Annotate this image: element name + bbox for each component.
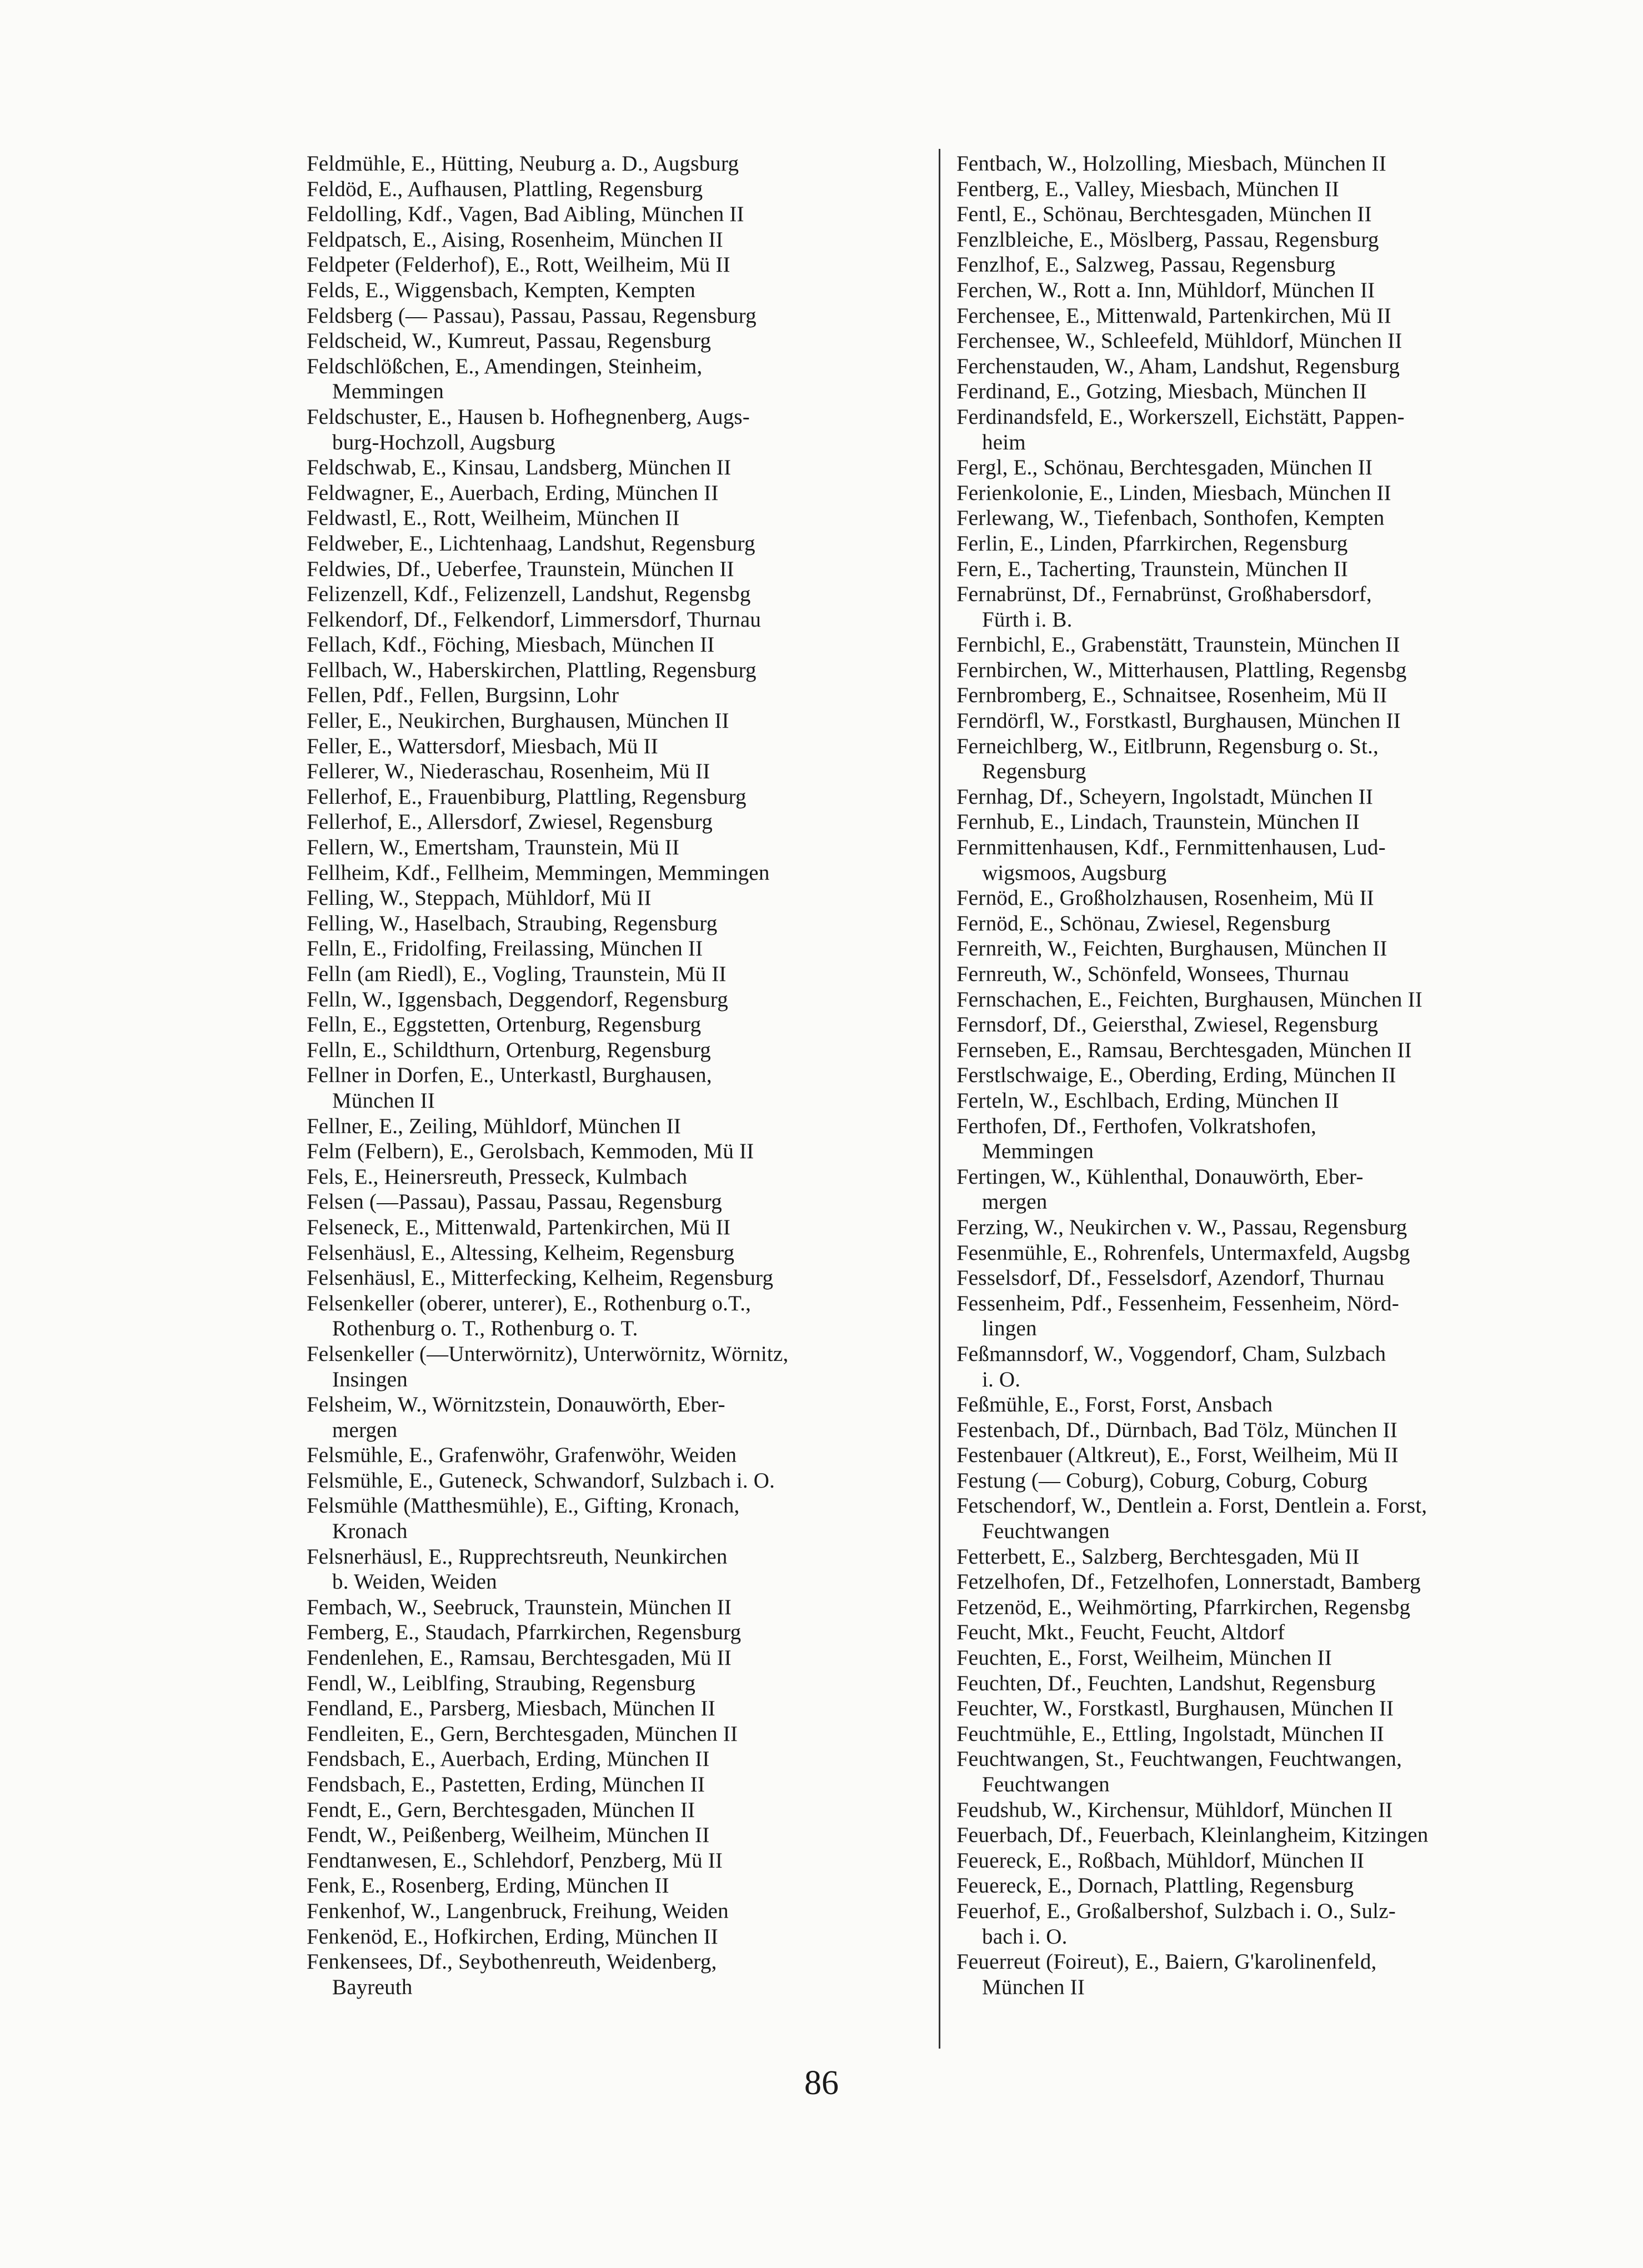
- gazetteer-entry: Fetterbett, E., Salzberg, Berchtesgaden, Mü II: [956, 1544, 1360, 1569]
- gazetteer-entry: Felling, W., Steppach, Mühldorf, Mü II: [307, 886, 652, 910]
- gazetteer-entry: Fellbach, W., Haberskirchen, Plattling, Regensburg: [307, 658, 757, 682]
- gazetteer-entry: Feuchtmühle, E., Ettling, Ingolstadt, München II: [956, 1721, 1384, 1746]
- gazetteer-entry: Feldschwab, E., Kinsau, Landsberg, München II: [307, 455, 732, 480]
- gazetteer-entry: Fentbach, W., Holzolling, Miesbach, München II: [956, 152, 1386, 176]
- gazetteer-entry: Fernbromberg, E., Schnaitsee, Rosenheim, Mü II: [956, 683, 1387, 708]
- gazetteer-entry: Fernabrünst, Df., Fernabrünst, Großhabersdorf,: [956, 582, 1372, 607]
- gazetteer-entry: Ferlewang, W., Tiefenbach, Sonthofen, Kempten: [956, 506, 1385, 530]
- gazetteer-entry: Fernbirchen, W., Mitterhausen, Plattling, Regensbg: [956, 658, 1407, 682]
- gazetteer-entry: Feller, E., Wattersdorf, Miesbach, Mü II: [307, 734, 658, 758]
- entry-continuation-line: Kronach: [332, 1519, 408, 1544]
- entry-continuation-line: Fürth i. B.: [982, 607, 1073, 632]
- gazetteer-entry: Felsenhäusl, E., Mitterfecking, Kelheim, Regensburg: [307, 1266, 774, 1290]
- entry-continuation-line: Regensburg: [982, 759, 1086, 784]
- gazetteer-entry: Fesenmühle, E., Rohrenfels, Untermaxfeld, Augsbg: [956, 1240, 1410, 1265]
- gazetteer-entry: Felsen (—Passau), Passau, Passau, Regensburg: [307, 1190, 722, 1214]
- gazetteer-entry: Fenzlbleiche, E., Möslberg, Passau, Regensburg: [956, 227, 1379, 252]
- gazetteer-entry: Fendsbach, E., Pastetten, Erding, München II: [307, 1773, 705, 1796]
- gazetteer-entry: Feldmühle, E., Hütting, Neuburg a. D., Augsburg: [307, 152, 739, 176]
- gazetteer-entry: Fernhag, Df., Scheyern, Ingolstadt, München II: [956, 784, 1374, 809]
- entry-continuation-line: lingen: [982, 1316, 1037, 1341]
- gazetteer-entry: Feuerreut (Foireut), E., Baiern, G'karolinenfeld,: [956, 1950, 1377, 1974]
- gazetteer-entry: Ferthofen, Df., Ferthofen, Volkratshofen,: [956, 1114, 1316, 1138]
- gazetteer-entry: Feldpeter (Felderhof), E., Rott, Weilheim, Mü II: [307, 253, 730, 277]
- gazetteer-entry: Fetzelhofen, Df., Fetzelhofen, Lonnerstadt, Bamberg: [956, 1570, 1421, 1594]
- gazetteer-entry: Felsmühle, E., Guteneck, Schwandorf, Sulzbach i. O.: [307, 1468, 775, 1493]
- gazetteer-entry: Feßmühle, E., Forst, Forst, Ansbach: [956, 1393, 1273, 1417]
- gazetteer-entry: Feuerbach, Df., Feuerbach, Kleinlangheim, Kitzingen: [956, 1823, 1429, 1848]
- gazetteer-entry: Fellner in Dorfen, E., Unterkastl, Burghausen,: [307, 1063, 712, 1088]
- gazetteer-entry: Fessenheim, Pdf., Fessenheim, Fessenheim, Nörd-: [956, 1291, 1399, 1315]
- gazetteer-entry: Fellern, W., Emertsham, Traunstein, Mü II: [307, 835, 680, 860]
- gazetteer-entry: Fesselsdorf, Df., Fesselsdorf, Azendorf, Thurnau: [956, 1266, 1385, 1290]
- gazetteer-entry: Feuerhof, E., Großalbershof, Sulzbach i. O., Sulz-: [956, 1899, 1396, 1923]
- gazetteer-entry: Fetschendorf, W., Dentlein a. Forst, Dentlein a. Forst,: [956, 1494, 1427, 1518]
- entry-continuation-line: b. Weiden, Weiden: [332, 1570, 497, 1594]
- gazetteer-entry: Feuereck, E., Roßbach, Mühldorf, München II: [956, 1848, 1365, 1873]
- gazetteer-entry: Felln, W., Iggensbach, Deggendorf, Regensburg: [307, 987, 728, 1012]
- gazetteer-entry: Ferienkolonie, E., Linden, Miesbach, München II: [956, 480, 1391, 505]
- gazetteer-entry: Felsenhäusl, E., Altessing, Kelheim, Regensburg: [307, 1240, 735, 1265]
- gazetteer-entry: Feldolling, Kdf., Vagen, Bad Aibling, München II: [307, 202, 744, 227]
- right-column: [956, 151, 1601, 2000]
- gazetteer-entry: Felsenkeller (—Unterwörnitz), Unterwörnitz, Wörnitz,: [307, 1341, 789, 1366]
- gazetteer-entry: Feldwies, Df., Ueberfee, Traunstein, München II: [307, 557, 734, 581]
- gazetteer-entry: Ferstlschwaige, E., Oberding, Erding, München II: [956, 1063, 1396, 1088]
- gazetteer-entry: Felsenkeller (oberer, unterer), E., Rothenburg o.T.,: [307, 1291, 752, 1315]
- gazetteer-entry: Feller, E., Neukirchen, Burghausen, München II: [307, 709, 729, 733]
- gazetteer-entry: Festenbauer (Altkreut), E., Forst, Weilheim, Mü II: [956, 1443, 1399, 1468]
- gazetteer-entry: Feldwagner, E., Auerbach, Erding, München II: [307, 480, 719, 505]
- gazetteer-entry: Felln, E., Fridolfing, Freilassing, München II: [307, 937, 703, 961]
- gazetteer-entry: Feudshub, W., Kirchensur, Mühldorf, München II: [956, 1798, 1393, 1822]
- gazetteer-entry: Femberg, E., Staudach, Pfarrkirchen, Regensburg: [307, 1620, 742, 1645]
- gazetteer-entry: Fellerer, W., Niederaschau, Rosenheim, Mü II: [307, 759, 710, 784]
- gazetteer-entry: Ferchensee, W., Schleefeld, Mühldorf, München II: [956, 329, 1402, 353]
- gazetteer-entry: Fentberg, E., Valley, Miesbach, München II: [956, 177, 1339, 201]
- gazetteer-entry: Felm (Felbern), E., Gerolsbach, Kemmoden, Mü II: [307, 1139, 754, 1164]
- gazetteer-entry: Fellerhof, E., Allersdorf, Zwiesel, Regensburg: [307, 810, 713, 834]
- gazetteer-entry: Felling, W., Haselbach, Straubing, Regensburg: [307, 911, 718, 935]
- gazetteer-entry: Fendleiten, E., Gern, Berchtesgaden, München II: [307, 1721, 738, 1746]
- gazetteer-entry: Feuereck, E., Dornach, Plattling, Regensburg: [956, 1874, 1354, 1898]
- gazetteer-entry: Fernreith, W., Feichten, Burghausen, München II: [956, 937, 1387, 961]
- gazetteer-entry: Fergl, E., Schönau, Berchtesgaden, München II: [956, 455, 1373, 480]
- gazetteer-entry: Fenkensees, Df., Seybothenreuth, Weidenberg,: [307, 1950, 717, 1974]
- gazetteer-entry: Fellerhof, E., Frauenbiburg, Plattling, Regensburg: [307, 784, 747, 809]
- gazetteer-entry: Fernmittenhausen, Kdf., Fernmittenhausen, Lud-: [956, 835, 1386, 860]
- gazetteer-entry: Fenzlhof, E., Salzweg, Passau, Regensburg: [956, 253, 1336, 277]
- gazetteer-entry: Fels, E., Heinersreuth, Presseck, Kulmbach: [307, 1164, 688, 1189]
- gazetteer-entry: Fendtanwesen, E., Schlehdorf, Penzberg, Mü II: [307, 1848, 723, 1873]
- gazetteer-entry: Felseneck, E., Mittenwald, Partenkirchen, Mü II: [307, 1215, 731, 1239]
- gazetteer-entry: Feldscheid, W., Kumreut, Passau, Regensburg: [307, 329, 712, 353]
- gazetteer-entry: Fernsdorf, Df., Geiersthal, Zwiesel, Regensburg: [956, 1013, 1379, 1037]
- gazetteer-entry: Felkendorf, Df., Felkendorf, Limmersdorf, Thurnau: [307, 607, 762, 632]
- gazetteer-entry: Fendland, E., Parsberg, Miesbach, München II: [307, 1696, 715, 1721]
- entry-continuation-line: Feuchtwangen: [982, 1519, 1110, 1544]
- gazetteer-entry: Felln (am Riedl), E., Vogling, Traunstein, Mü II: [307, 962, 727, 986]
- gazetteer-entry: Feßmannsdorf, W., Voggendorf, Cham, Sulzbach: [956, 1341, 1386, 1366]
- gazetteer-entry: Feldschuster, E., Hausen b. Hofhegnenberg, Augs-: [307, 404, 750, 429]
- gazetteer-entry: Fertingen, W., Kühlenthal, Donauwörth, Eber-: [956, 1164, 1364, 1189]
- gazetteer-entry: Feldweber, E., Lichtenhaag, Landshut, Regensburg: [307, 531, 755, 555]
- gazetteer-entry: Fellen, Pdf., Fellen, Burgsinn, Lohr: [307, 683, 619, 708]
- gazetteer-entry: Fellheim, Kdf., Fellheim, Memmingen, Memmingen: [307, 860, 770, 885]
- gazetteer-entry: Feldschlößchen, E., Amendingen, Steinheim,: [307, 354, 703, 378]
- entry-continuation-line: Bayreuth: [332, 1975, 413, 1999]
- entry-continuation-line: wigsmoos, Augsburg: [982, 860, 1167, 885]
- gazetteer-entry: Fernöd, E., Großholzhausen, Rosenheim, Mü II: [956, 886, 1374, 910]
- gazetteer-entry: Ferdinand, E., Gotzing, Miesbach, München II: [956, 379, 1367, 404]
- entry-continuation-line: München II: [982, 1975, 1085, 1999]
- gazetteer-entry: Ferchen, W., Rott a. Inn, Mühldorf, München II: [956, 278, 1375, 302]
- entry-continuation-line: burg-Hochzoll, Augsburg: [332, 430, 555, 454]
- gazetteer-entry: Fendsbach, E., Auerbach, Erding, München II: [307, 1747, 710, 1771]
- entry-continuation-line: bach i. O.: [982, 1924, 1068, 1949]
- gazetteer-entry: Ferzing, W., Neukirchen v. W., Passau, Regensburg: [956, 1215, 1407, 1239]
- gazetteer-entry: Fendt, W., Peißenberg, Weilheim, München II: [307, 1823, 710, 1848]
- gazetteer-entry: Felsmühle (Matthesmühle), E., Gifting, Kronach,: [307, 1494, 740, 1518]
- gazetteer-entry: Fenkenhof, W., Langenbruck, Freihung, Weiden: [307, 1899, 729, 1923]
- gazetteer-entry: Fendenlehen, E., Ramsau, Berchtesgaden, Mü II: [307, 1646, 732, 1670]
- gazetteer-entry: Fernseben, E., Ramsau, Berchtesgaden, München II: [956, 1038, 1412, 1062]
- gazetteer-entry: Ferneichlberg, W., Eitlbrunn, Regensburg o. St.,: [956, 734, 1379, 758]
- gazetteer-entry: Fembach, W., Seebruck, Traunstein, München II: [307, 1595, 732, 1619]
- gazetteer-entry: Fernschachen, E., Feichten, Burghausen, München II: [956, 987, 1422, 1012]
- gazetteer-entry: Ferchenstauden, W., Aham, Landshut, Regensburg: [956, 354, 1400, 378]
- gazetteer-entry: Feuchten, E., Forst, Weilheim, München II: [956, 1646, 1332, 1670]
- gazetteer-entry: Fernbichl, E., Grabenstätt, Traunstein, München II: [956, 633, 1400, 657]
- gazetteer-entry: Fellner, E., Zeiling, Mühldorf, München II: [307, 1114, 682, 1138]
- entry-continuation-line: Feuchtwangen: [982, 1773, 1110, 1796]
- gazetteer-entry: Felsheim, W., Wörnitzstein, Donauwörth, Eber-: [307, 1393, 725, 1417]
- gazetteer-entry: Fernhub, E., Lindach, Traunstein, München II: [956, 810, 1360, 834]
- entry-continuation-line: Rothenburg o. T., Rothenburg o. T.: [332, 1316, 638, 1341]
- entry-continuation-line: mergen: [982, 1190, 1048, 1214]
- gazetteer-entry: Fendl, W., Leiblfing, Straubing, Regensburg: [307, 1671, 696, 1695]
- gazetteer-entry: Fern, E., Tacherting, Traunstein, München II: [956, 557, 1349, 581]
- gazetteer-entry: Feldsberg (— Passau), Passau, Passau, Regensburg: [307, 303, 757, 328]
- gazetteer-entry: Feldöd, E., Aufhausen, Plattling, Regensburg: [307, 177, 703, 201]
- entry-continuation-line: i. O.: [982, 1367, 1021, 1391]
- gazetteer-entry: Festung (— Coburg), Coburg, Coburg, Coburg: [956, 1468, 1368, 1493]
- left-column: [307, 151, 929, 2000]
- gazetteer-entry: Feldwastl, E., Rott, Weilheim, München II: [307, 506, 680, 530]
- gazetteer-entry: Felln, E., Schildthurn, Ortenburg, Regensburg: [307, 1038, 711, 1062]
- entry-continuation-line: München II: [332, 1088, 435, 1113]
- entry-continuation-line: Insingen: [332, 1367, 408, 1391]
- entry-continuation-line: mergen: [332, 1418, 398, 1442]
- column-divider: [939, 149, 940, 2049]
- gazetteer-entry: Felizenzell, Kdf., Felizenzell, Landshut, Regensbg: [307, 582, 751, 607]
- gazetteer-entry: Feuchter, W., Forstkastl, Burghausen, München II: [956, 1696, 1394, 1721]
- gazetteer-entry: Ferchensee, E., Mittenwald, Partenkirchen, Mü II: [956, 303, 1391, 328]
- gazetteer-entry: Ferdinandsfeld, E., Workerszell, Eichstätt, Pappen-: [956, 404, 1405, 429]
- gazetteer-entry: Feuchtwangen, St., Feuchtwangen, Feuchtwangen,: [956, 1747, 1402, 1771]
- gazetteer-entry: Ferteln, W., Eschlbach, Erding, München II: [956, 1088, 1339, 1113]
- gazetteer-entry: Fernöd, E., Schönau, Zwiesel, Regensburg: [956, 911, 1331, 935]
- page-number: 86: [804, 2064, 839, 2102]
- gazetteer-entry: Fenk, E., Rosenberg, Erding, München II: [307, 1874, 669, 1898]
- gazetteer-entry: Fendt, E., Gern, Berchtesgaden, München II: [307, 1798, 695, 1822]
- entry-continuation-line: Memmingen: [332, 379, 444, 404]
- gazetteer-entry: Felsnerhäusl, E., Rupprechtsreuth, Neunkirchen: [307, 1544, 728, 1569]
- entry-continuation-line: heim: [982, 430, 1026, 454]
- entry-continuation-line: Memmingen: [982, 1139, 1094, 1164]
- gazetteer-entry: Feuchten, Df., Feuchten, Landshut, Regensburg: [956, 1671, 1376, 1695]
- gazetteer-entry: Fernreuth, W., Schönfeld, Wonsees, Thurnau: [956, 962, 1349, 986]
- gazetteer-entry: Felsmühle, E., Grafenwöhr, Grafenwöhr, Weiden: [307, 1443, 737, 1468]
- gazetteer-entry: Ferlin, E., Linden, Pfarrkirchen, Regensburg: [956, 531, 1348, 555]
- gazetteer-entry: Felds, E., Wiggensbach, Kempten, Kempten: [307, 278, 695, 302]
- gazetteer-entry: Fetzenöd, E., Weihmörting, Pfarrkirchen, Regensbg: [956, 1595, 1411, 1619]
- gazetteer-entry: Felln, E., Eggstetten, Ortenburg, Regensburg: [307, 1013, 702, 1037]
- gazetteer-entry: Fentl, E., Schönau, Berchtesgaden, München II: [956, 202, 1372, 227]
- gazetteer-entry: Ferndörfl, W., Forstkastl, Burghausen, München II: [956, 709, 1401, 733]
- gazetteer-entry: Fenkenöd, E., Hofkirchen, Erding, München II: [307, 1924, 718, 1949]
- gazetteer-entry: Feucht, Mkt., Feucht, Feucht, Altdorf: [956, 1620, 1285, 1645]
- gazetteer-entry: Festenbach, Df., Dürnbach, Bad Tölz, München II: [956, 1418, 1397, 1442]
- gazetteer-entry: Feldpatsch, E., Aising, Rosenheim, München II: [307, 227, 723, 252]
- gazetteer-entry: Fellach, Kdf., Föching, Miesbach, München II: [307, 633, 715, 657]
